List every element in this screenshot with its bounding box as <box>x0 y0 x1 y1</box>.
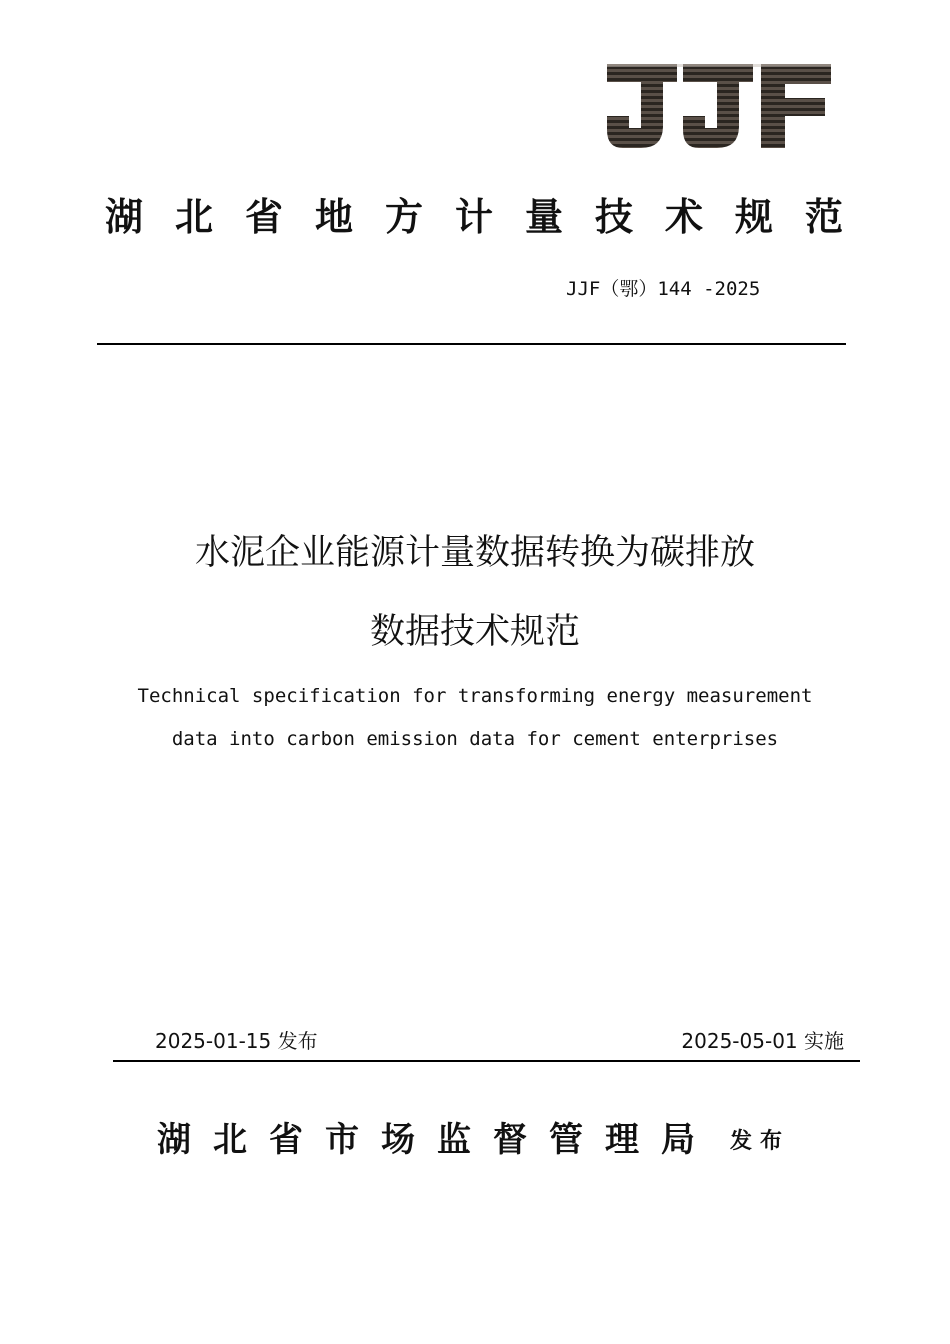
standard-code: JJF（鄂）144 -2025 <box>566 278 761 300</box>
issue-date: 2025-01-15 发布 <box>155 1029 318 1053</box>
series-title: 湖北省地方计量技术规范 <box>104 195 875 239</box>
header-divider <box>97 343 846 345</box>
publisher-suffix: 发布 <box>730 1129 791 1154</box>
publisher-name: 湖北省市场监督管理局 <box>157 1120 717 1160</box>
chinese-title-line1: 水泥企业能源计量数据转换为碳排放 <box>194 533 755 573</box>
jjf-logo <box>603 60 835 152</box>
implementation-date: 2025-05-01 实施 <box>681 1029 844 1053</box>
chinese-title-line2: 数据技术规范 <box>369 612 580 652</box>
english-title-line2: data into carbon emission data for cement enterprises <box>171 728 779 750</box>
english-title-line1: Technical specification for transforming energy measurement <box>137 685 813 707</box>
footer-divider <box>113 1060 860 1062</box>
